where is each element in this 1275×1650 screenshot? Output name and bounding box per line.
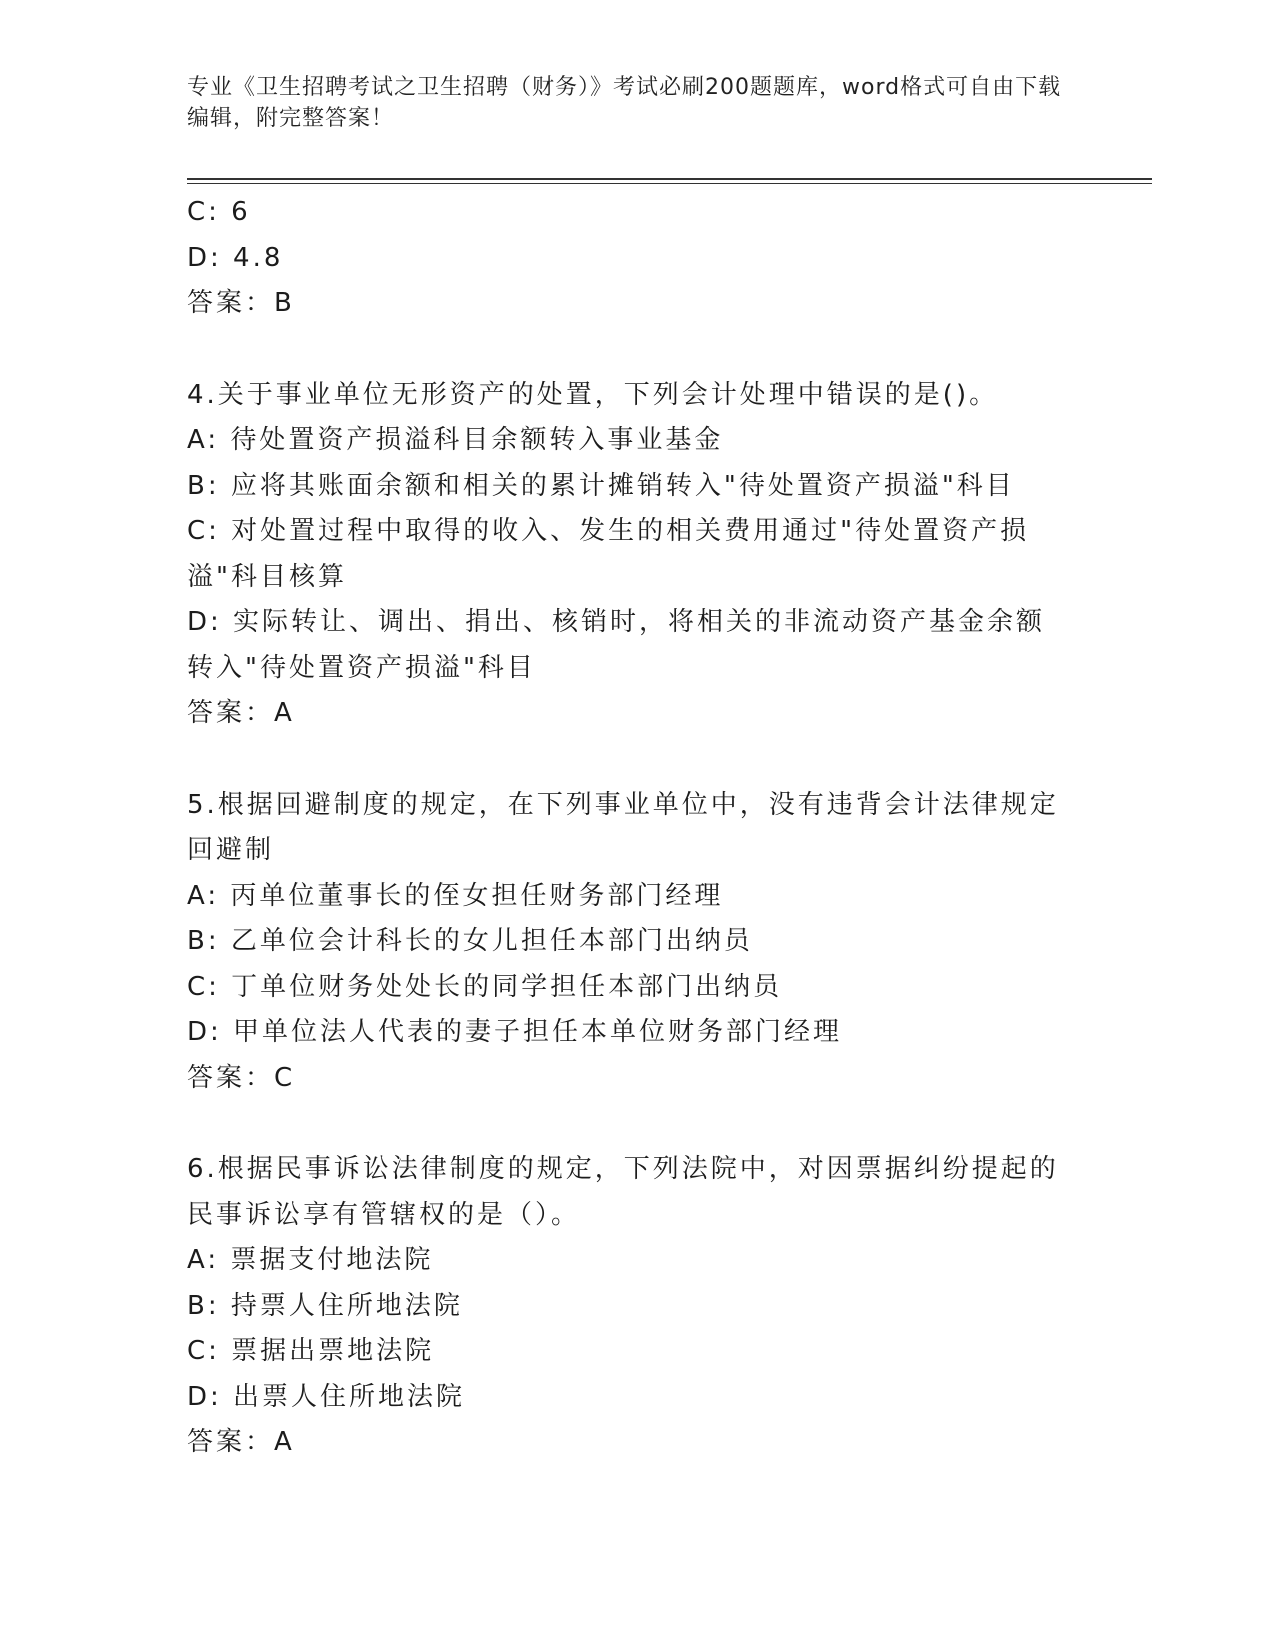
option-a: A: 票据支付地法院 — [187, 1245, 434, 1275]
option-c: C: 6 — [187, 197, 251, 227]
spacer — [187, 737, 1067, 783]
document-header: 专业《卫生招聘考试之卫生招聘（财务）》考试必刷200题题库，word格式可自由下载编辑，附完整答案！ — [187, 75, 1062, 131]
option-d: D: 甲单位法人代表的妻子担任本单位财务部门经理 — [187, 1017, 843, 1047]
spacer — [187, 1101, 1067, 1147]
question-stem: 5.根据回避制度的规定，在下列事业单位中，没有违背会计法律规定回避制 — [187, 789, 1059, 865]
option-d: D: 实际转让、调出、捐出、核销时，将相关的非流动资产基金余额转入"待处置资产损溢"科目 — [187, 607, 1046, 683]
option-b: B: 乙单位会计科长的女儿担任本部门出纳员 — [187, 926, 753, 956]
header-rule — [187, 178, 1152, 180]
answer: 答案：C — [187, 1062, 296, 1093]
spacer — [187, 327, 1067, 373]
question-content — [187, 190, 1067, 1466]
answer: 答案：A — [187, 1427, 295, 1457]
option-d: D: 出票人住所地法院 — [187, 1381, 466, 1412]
answer: 答案：A — [187, 698, 295, 728]
answer: 答案：B — [187, 288, 295, 318]
option-c: C: 丁单位财务处处长的同学担任本部门出纳员 — [187, 971, 783, 1002]
option-b: B: 应将其账面余额和相关的累计摊销转入"待处置资产损溢"科目 — [187, 470, 1015, 501]
question-5 — [187, 783, 1067, 1102]
question-4 — [187, 373, 1067, 737]
option-c: C: 票据出票地法院 — [187, 1336, 435, 1366]
question-stem: 6.根据民事诉讼法律制度的规定，下列法院中，对因票据纠纷提起的民事诉讼享有管辖权的是（）。 — [187, 1154, 1059, 1230]
question-6 — [187, 1147, 1067, 1466]
header-rule-thin — [187, 183, 1152, 184]
option-a: A: 待处置资产损溢科目余额转入事业基金 — [187, 425, 724, 455]
option-a: A: 丙单位董事长的侄女担任财务部门经理 — [187, 880, 724, 911]
question-stem: 4.关于事业单位无形资产的处置，下列会计处理中错误的是()。 — [187, 379, 999, 410]
question-3-tail — [187, 190, 1067, 327]
option-c: C: 对处置过程中取得的收入、发生的相关费用通过"待处置资产损溢"科目核算 — [187, 516, 1030, 592]
option-d: D: 4.8 — [187, 242, 284, 273]
option-b: B: 持票人住所地法院 — [187, 1290, 463, 1321]
